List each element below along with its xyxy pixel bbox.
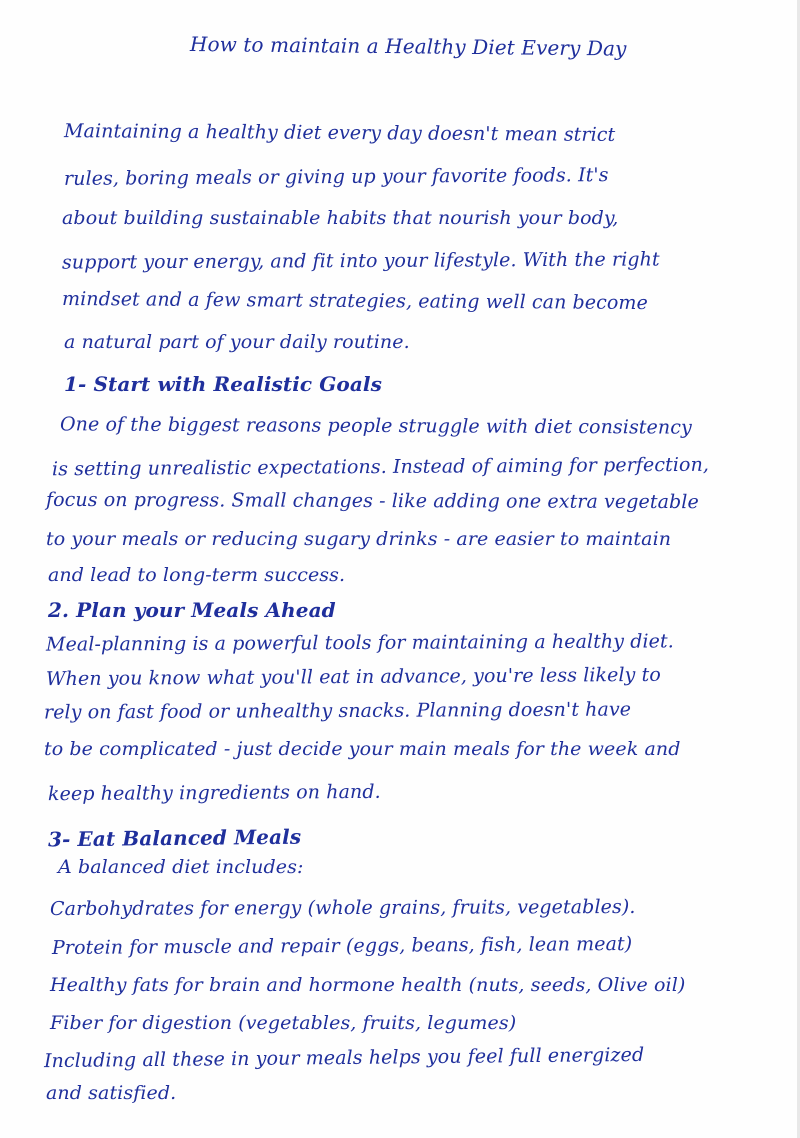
section3-line: Fiber for digestion (vegetables, fruits, legumes) bbox=[50, 1012, 517, 1034]
section1-line: to your meals or reducing sugary drinks - are easier to maintain bbox=[46, 528, 672, 550]
intro-line: mindset and a few smart strategies, eating well can become bbox=[61, 287, 649, 315]
intro-line: support your energy, and fit into your lifestyle. With the right bbox=[61, 248, 660, 274]
section3-line: Including all these in your meals helps you feel full energized bbox=[43, 1043, 645, 1073]
section2-line: Meal-planning is a powerful tools for maintaining a healthy diet. bbox=[45, 630, 674, 656]
intro-line: a natural part of your daily routine. bbox=[64, 331, 410, 353]
section3-line: Healthy fats for brain and hormone health (nuts, seeds, Olive oil) bbox=[50, 974, 686, 996]
page-title: How to maintain a Healthy Diet Every Day bbox=[189, 32, 627, 61]
section3-line: A balanced diet includes: bbox=[58, 856, 304, 878]
section3-line: Carbohydrates for energy (whole grains, fruits, vegetables). bbox=[49, 895, 636, 921]
section1-line: is setting unrealistic expectations. Instead of aiming for perfection, bbox=[51, 453, 710, 481]
section1-line: and lead to long-term success. bbox=[48, 564, 346, 586]
section1-line: One of the biggest reasons people struggle with diet consistency bbox=[59, 413, 692, 439]
intro-line: about building sustainable habits that nourish your body, bbox=[62, 207, 619, 229]
section3-line: Protein for muscle and repair (eggs, beans, fish, lean meat) bbox=[51, 932, 633, 960]
section2-line: When you know what you'll eat in advance, you're less likely to bbox=[45, 663, 661, 691]
intro-line: rules, boring meals or giving up your favorite foods. It's bbox=[63, 164, 609, 190]
section-heading-1: 1- Start with Realistic Goals bbox=[64, 372, 382, 396]
section3-line: and satisfied. bbox=[46, 1082, 177, 1104]
section2-line: to be complicated - just decide your main meals for the week and bbox=[44, 738, 681, 760]
section1-line: focus on progress. Small changes - like adding one extra vegetable bbox=[45, 488, 699, 514]
section-heading-2: 2. Plan your Meals Ahead bbox=[48, 598, 336, 622]
section2-line: keep healthy ingredients on hand. bbox=[47, 780, 381, 806]
intro-line: Maintaining a healthy diet every day doesn't mean strict bbox=[63, 120, 616, 146]
section2-line: rely on fast food or unhealthy snacks. Planning doesn't have bbox=[43, 698, 632, 724]
section-heading-3: 3- Eat Balanced Meals bbox=[47, 824, 302, 852]
